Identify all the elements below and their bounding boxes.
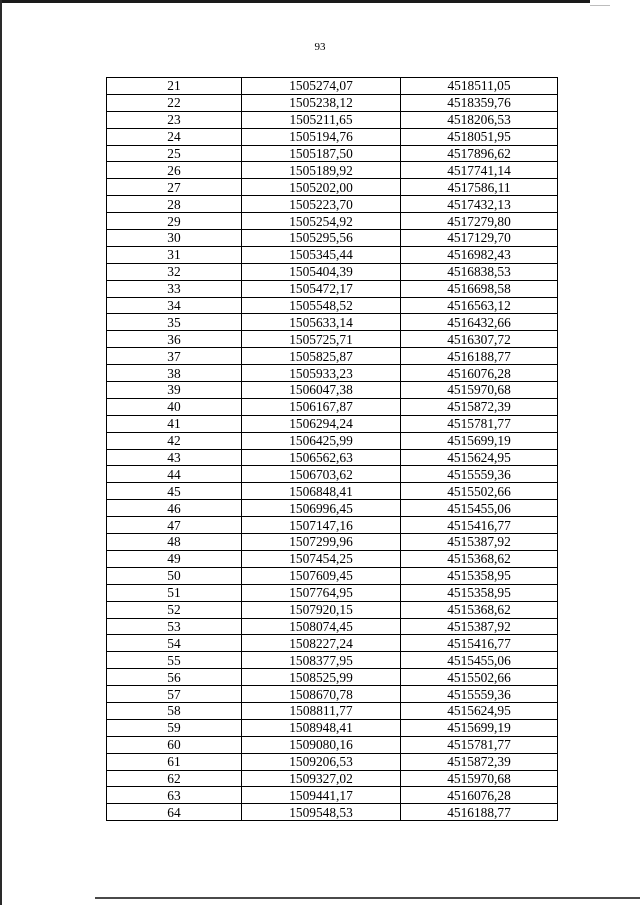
- table-row: [107, 652, 558, 669]
- y-coordinate-cell: 4515455,06: [401, 500, 558, 517]
- x-coordinate-cell: 1506425,99: [242, 432, 401, 449]
- table-row: [107, 669, 558, 686]
- point-number-cell: 38: [107, 365, 242, 382]
- point-number-cell: 49: [107, 550, 242, 567]
- x-coordinate-cell: 1505404,39: [242, 263, 401, 280]
- table-row: [107, 365, 558, 382]
- point-number-cell: 32: [107, 263, 242, 280]
- point-number-cell: 22: [107, 94, 242, 111]
- x-coordinate-cell: 1508948,41: [242, 719, 401, 736]
- x-coordinate-cell: 1509206,53: [242, 753, 401, 770]
- y-coordinate-cell: 4516188,77: [401, 804, 558, 821]
- y-coordinate-cell: 4515368,62: [401, 601, 558, 618]
- x-coordinate-cell: 1508377,95: [242, 652, 401, 669]
- table-row: [107, 770, 558, 787]
- point-number-cell: 51: [107, 584, 242, 601]
- table-row: [107, 331, 558, 348]
- y-coordinate-cell: 4515387,92: [401, 618, 558, 635]
- table-row: [107, 567, 558, 584]
- y-coordinate-cell: 4517279,80: [401, 213, 558, 230]
- x-coordinate-cell: 1507299,96: [242, 534, 401, 551]
- x-coordinate-cell: 1505825,87: [242, 348, 401, 365]
- x-coordinate-cell: 1507454,25: [242, 550, 401, 567]
- point-number-cell: 50: [107, 567, 242, 584]
- y-coordinate-cell: 4515970,68: [401, 770, 558, 787]
- table-row: [107, 230, 558, 247]
- x-coordinate-cell: 1508525,99: [242, 669, 401, 686]
- point-number-cell: 27: [107, 179, 242, 196]
- y-coordinate-cell: 4515624,95: [401, 449, 558, 466]
- y-coordinate-cell: 4515699,19: [401, 432, 558, 449]
- table-row: [107, 162, 558, 179]
- y-coordinate-cell: 4516563,12: [401, 297, 558, 314]
- y-coordinate-cell: 4515624,95: [401, 702, 558, 719]
- table-row: [107, 111, 558, 128]
- x-coordinate-cell: 1506562,63: [242, 449, 401, 466]
- y-coordinate-cell: 4515502,66: [401, 483, 558, 500]
- x-coordinate-cell: 1505202,00: [242, 179, 401, 196]
- x-coordinate-cell: 1508227,24: [242, 635, 401, 652]
- point-number-cell: 34: [107, 297, 242, 314]
- x-coordinate-cell: 1507920,15: [242, 601, 401, 618]
- table-row: [107, 449, 558, 466]
- point-number-cell: 44: [107, 466, 242, 483]
- table-row: [107, 753, 558, 770]
- point-number-cell: 26: [107, 162, 242, 179]
- table-row: [107, 719, 558, 736]
- scan-edge-left: [0, 0, 2, 905]
- point-number-cell: 36: [107, 331, 242, 348]
- x-coordinate-cell: 1505274,07: [242, 78, 401, 95]
- y-coordinate-cell: 4515699,19: [401, 719, 558, 736]
- y-coordinate-cell: 4515387,92: [401, 534, 558, 551]
- point-number-cell: 21: [107, 78, 242, 95]
- point-number-cell: 24: [107, 128, 242, 145]
- x-coordinate-cell: 1508670,78: [242, 686, 401, 703]
- point-number-cell: 60: [107, 736, 242, 753]
- point-number-cell: 55: [107, 652, 242, 669]
- x-coordinate-cell: 1509080,16: [242, 736, 401, 753]
- table-row: [107, 145, 558, 162]
- y-coordinate-cell: 4515559,36: [401, 466, 558, 483]
- x-coordinate-cell: 1505211,65: [242, 111, 401, 128]
- table-row: [107, 314, 558, 331]
- point-number-cell: 30: [107, 230, 242, 247]
- point-number-cell: 43: [107, 449, 242, 466]
- x-coordinate-cell: 1505254,92: [242, 213, 401, 230]
- table-row: [107, 466, 558, 483]
- table-row: [107, 483, 558, 500]
- y-coordinate-cell: 4516076,28: [401, 787, 558, 804]
- table-row: [107, 128, 558, 145]
- y-coordinate-cell: 4518051,95: [401, 128, 558, 145]
- x-coordinate-cell: 1505238,12: [242, 94, 401, 111]
- point-number-cell: 59: [107, 719, 242, 736]
- table-row: [107, 415, 558, 432]
- table-row: [107, 94, 558, 111]
- scan-edge-bottom: [95, 897, 640, 899]
- y-coordinate-cell: 4518359,76: [401, 94, 558, 111]
- coordinates-table-body: [107, 78, 558, 821]
- table-row: [107, 78, 558, 95]
- point-number-cell: 57: [107, 686, 242, 703]
- table-row: [107, 635, 558, 652]
- y-coordinate-cell: 4515781,77: [401, 736, 558, 753]
- y-coordinate-cell: 4517586,11: [401, 179, 558, 196]
- point-number-cell: 56: [107, 669, 242, 686]
- point-number-cell: 39: [107, 382, 242, 399]
- y-coordinate-cell: 4518511,05: [401, 78, 558, 95]
- table-row: [107, 702, 558, 719]
- point-number-cell: 29: [107, 213, 242, 230]
- point-number-cell: 23: [107, 111, 242, 128]
- y-coordinate-cell: 4517129,70: [401, 230, 558, 247]
- y-coordinate-cell: 4515416,77: [401, 517, 558, 534]
- x-coordinate-cell: 1508811,77: [242, 702, 401, 719]
- table-row: [107, 686, 558, 703]
- y-coordinate-cell: 4516307,72: [401, 331, 558, 348]
- y-coordinate-cell: 4517432,13: [401, 196, 558, 213]
- point-number-cell: 42: [107, 432, 242, 449]
- scan-edge-top-faint: [590, 5, 610, 6]
- x-coordinate-cell: 1506167,87: [242, 398, 401, 415]
- x-coordinate-cell: 1506848,41: [242, 483, 401, 500]
- point-number-cell: 41: [107, 415, 242, 432]
- y-coordinate-cell: 4515970,68: [401, 382, 558, 399]
- x-coordinate-cell: 1508074,45: [242, 618, 401, 635]
- y-coordinate-cell: 4518206,53: [401, 111, 558, 128]
- x-coordinate-cell: 1509548,53: [242, 804, 401, 821]
- y-coordinate-cell: 4515502,66: [401, 669, 558, 686]
- x-coordinate-cell: 1506703,62: [242, 466, 401, 483]
- x-coordinate-cell: 1505548,52: [242, 297, 401, 314]
- point-number-cell: 48: [107, 534, 242, 551]
- x-coordinate-cell: 1505472,17: [242, 280, 401, 297]
- x-coordinate-cell: 1506996,45: [242, 500, 401, 517]
- point-number-cell: 28: [107, 196, 242, 213]
- table-row: [107, 618, 558, 635]
- x-coordinate-cell: 1505725,71: [242, 331, 401, 348]
- x-coordinate-cell: 1505633,14: [242, 314, 401, 331]
- point-number-cell: 52: [107, 601, 242, 618]
- y-coordinate-cell: 4516698,58: [401, 280, 558, 297]
- y-coordinate-cell: 4515358,95: [401, 584, 558, 601]
- point-number-cell: 61: [107, 753, 242, 770]
- table-row: [107, 517, 558, 534]
- x-coordinate-cell: 1507764,95: [242, 584, 401, 601]
- point-number-cell: 45: [107, 483, 242, 500]
- y-coordinate-cell: 4517896,62: [401, 145, 558, 162]
- table-row: [107, 398, 558, 415]
- point-number-cell: 33: [107, 280, 242, 297]
- x-coordinate-cell: 1505345,44: [242, 246, 401, 263]
- point-number-cell: 58: [107, 702, 242, 719]
- table-row: [107, 584, 558, 601]
- table-row: [107, 804, 558, 821]
- x-coordinate-cell: 1505187,50: [242, 145, 401, 162]
- point-number-cell: 62: [107, 770, 242, 787]
- table-row: [107, 500, 558, 517]
- x-coordinate-cell: 1509441,17: [242, 787, 401, 804]
- y-coordinate-cell: 4515872,39: [401, 398, 558, 415]
- point-number-cell: 64: [107, 804, 242, 821]
- table-row: [107, 297, 558, 314]
- point-number-cell: 37: [107, 348, 242, 365]
- y-coordinate-cell: 4515559,36: [401, 686, 558, 703]
- point-number-cell: 63: [107, 787, 242, 804]
- x-coordinate-cell: 1505194,76: [242, 128, 401, 145]
- point-number-cell: 31: [107, 246, 242, 263]
- x-coordinate-cell: 1505223,70: [242, 196, 401, 213]
- y-coordinate-cell: 4515872,39: [401, 753, 558, 770]
- y-coordinate-cell: 4515781,77: [401, 415, 558, 432]
- x-coordinate-cell: 1507147,16: [242, 517, 401, 534]
- y-coordinate-cell: 4516188,77: [401, 348, 558, 365]
- point-number-cell: 54: [107, 635, 242, 652]
- table-row: [107, 432, 558, 449]
- point-number-cell: 35: [107, 314, 242, 331]
- table-row: [107, 550, 558, 567]
- table-row: [107, 280, 558, 297]
- point-number-cell: 25: [107, 145, 242, 162]
- table-row: [107, 787, 558, 804]
- y-coordinate-cell: 4516838,53: [401, 263, 558, 280]
- x-coordinate-cell: 1506294,24: [242, 415, 401, 432]
- table-row: [107, 534, 558, 551]
- table-row: [107, 348, 558, 365]
- table-row: [107, 179, 558, 196]
- table-row: [107, 263, 558, 280]
- y-coordinate-cell: 4515358,95: [401, 567, 558, 584]
- point-number-cell: 53: [107, 618, 242, 635]
- table-row: [107, 382, 558, 399]
- y-coordinate-cell: 4515416,77: [401, 635, 558, 652]
- x-coordinate-cell: 1505933,23: [242, 365, 401, 382]
- page-number: 93: [314, 41, 326, 53]
- table-row: [107, 736, 558, 753]
- y-coordinate-cell: 4516982,43: [401, 246, 558, 263]
- y-coordinate-cell: 4516432,66: [401, 314, 558, 331]
- point-number-cell: 46: [107, 500, 242, 517]
- y-coordinate-cell: 4516076,28: [401, 365, 558, 382]
- x-coordinate-cell: 1507609,45: [242, 567, 401, 584]
- y-coordinate-cell: 4515455,06: [401, 652, 558, 669]
- table-row: [107, 246, 558, 263]
- x-coordinate-cell: 1505295,56: [242, 230, 401, 247]
- table-row: [107, 601, 558, 618]
- y-coordinate-cell: 4517741,14: [401, 162, 558, 179]
- x-coordinate-cell: 1509327,02: [242, 770, 401, 787]
- scan-edge-top: [0, 0, 590, 3]
- table-row: [107, 196, 558, 213]
- point-number-cell: 47: [107, 517, 242, 534]
- x-coordinate-cell: 1505189,92: [242, 162, 401, 179]
- x-coordinate-cell: 1506047,38: [242, 382, 401, 399]
- table-row: [107, 213, 558, 230]
- y-coordinate-cell: 4515368,62: [401, 550, 558, 567]
- point-number-cell: 40: [107, 398, 242, 415]
- coordinates-table: [106, 77, 558, 821]
